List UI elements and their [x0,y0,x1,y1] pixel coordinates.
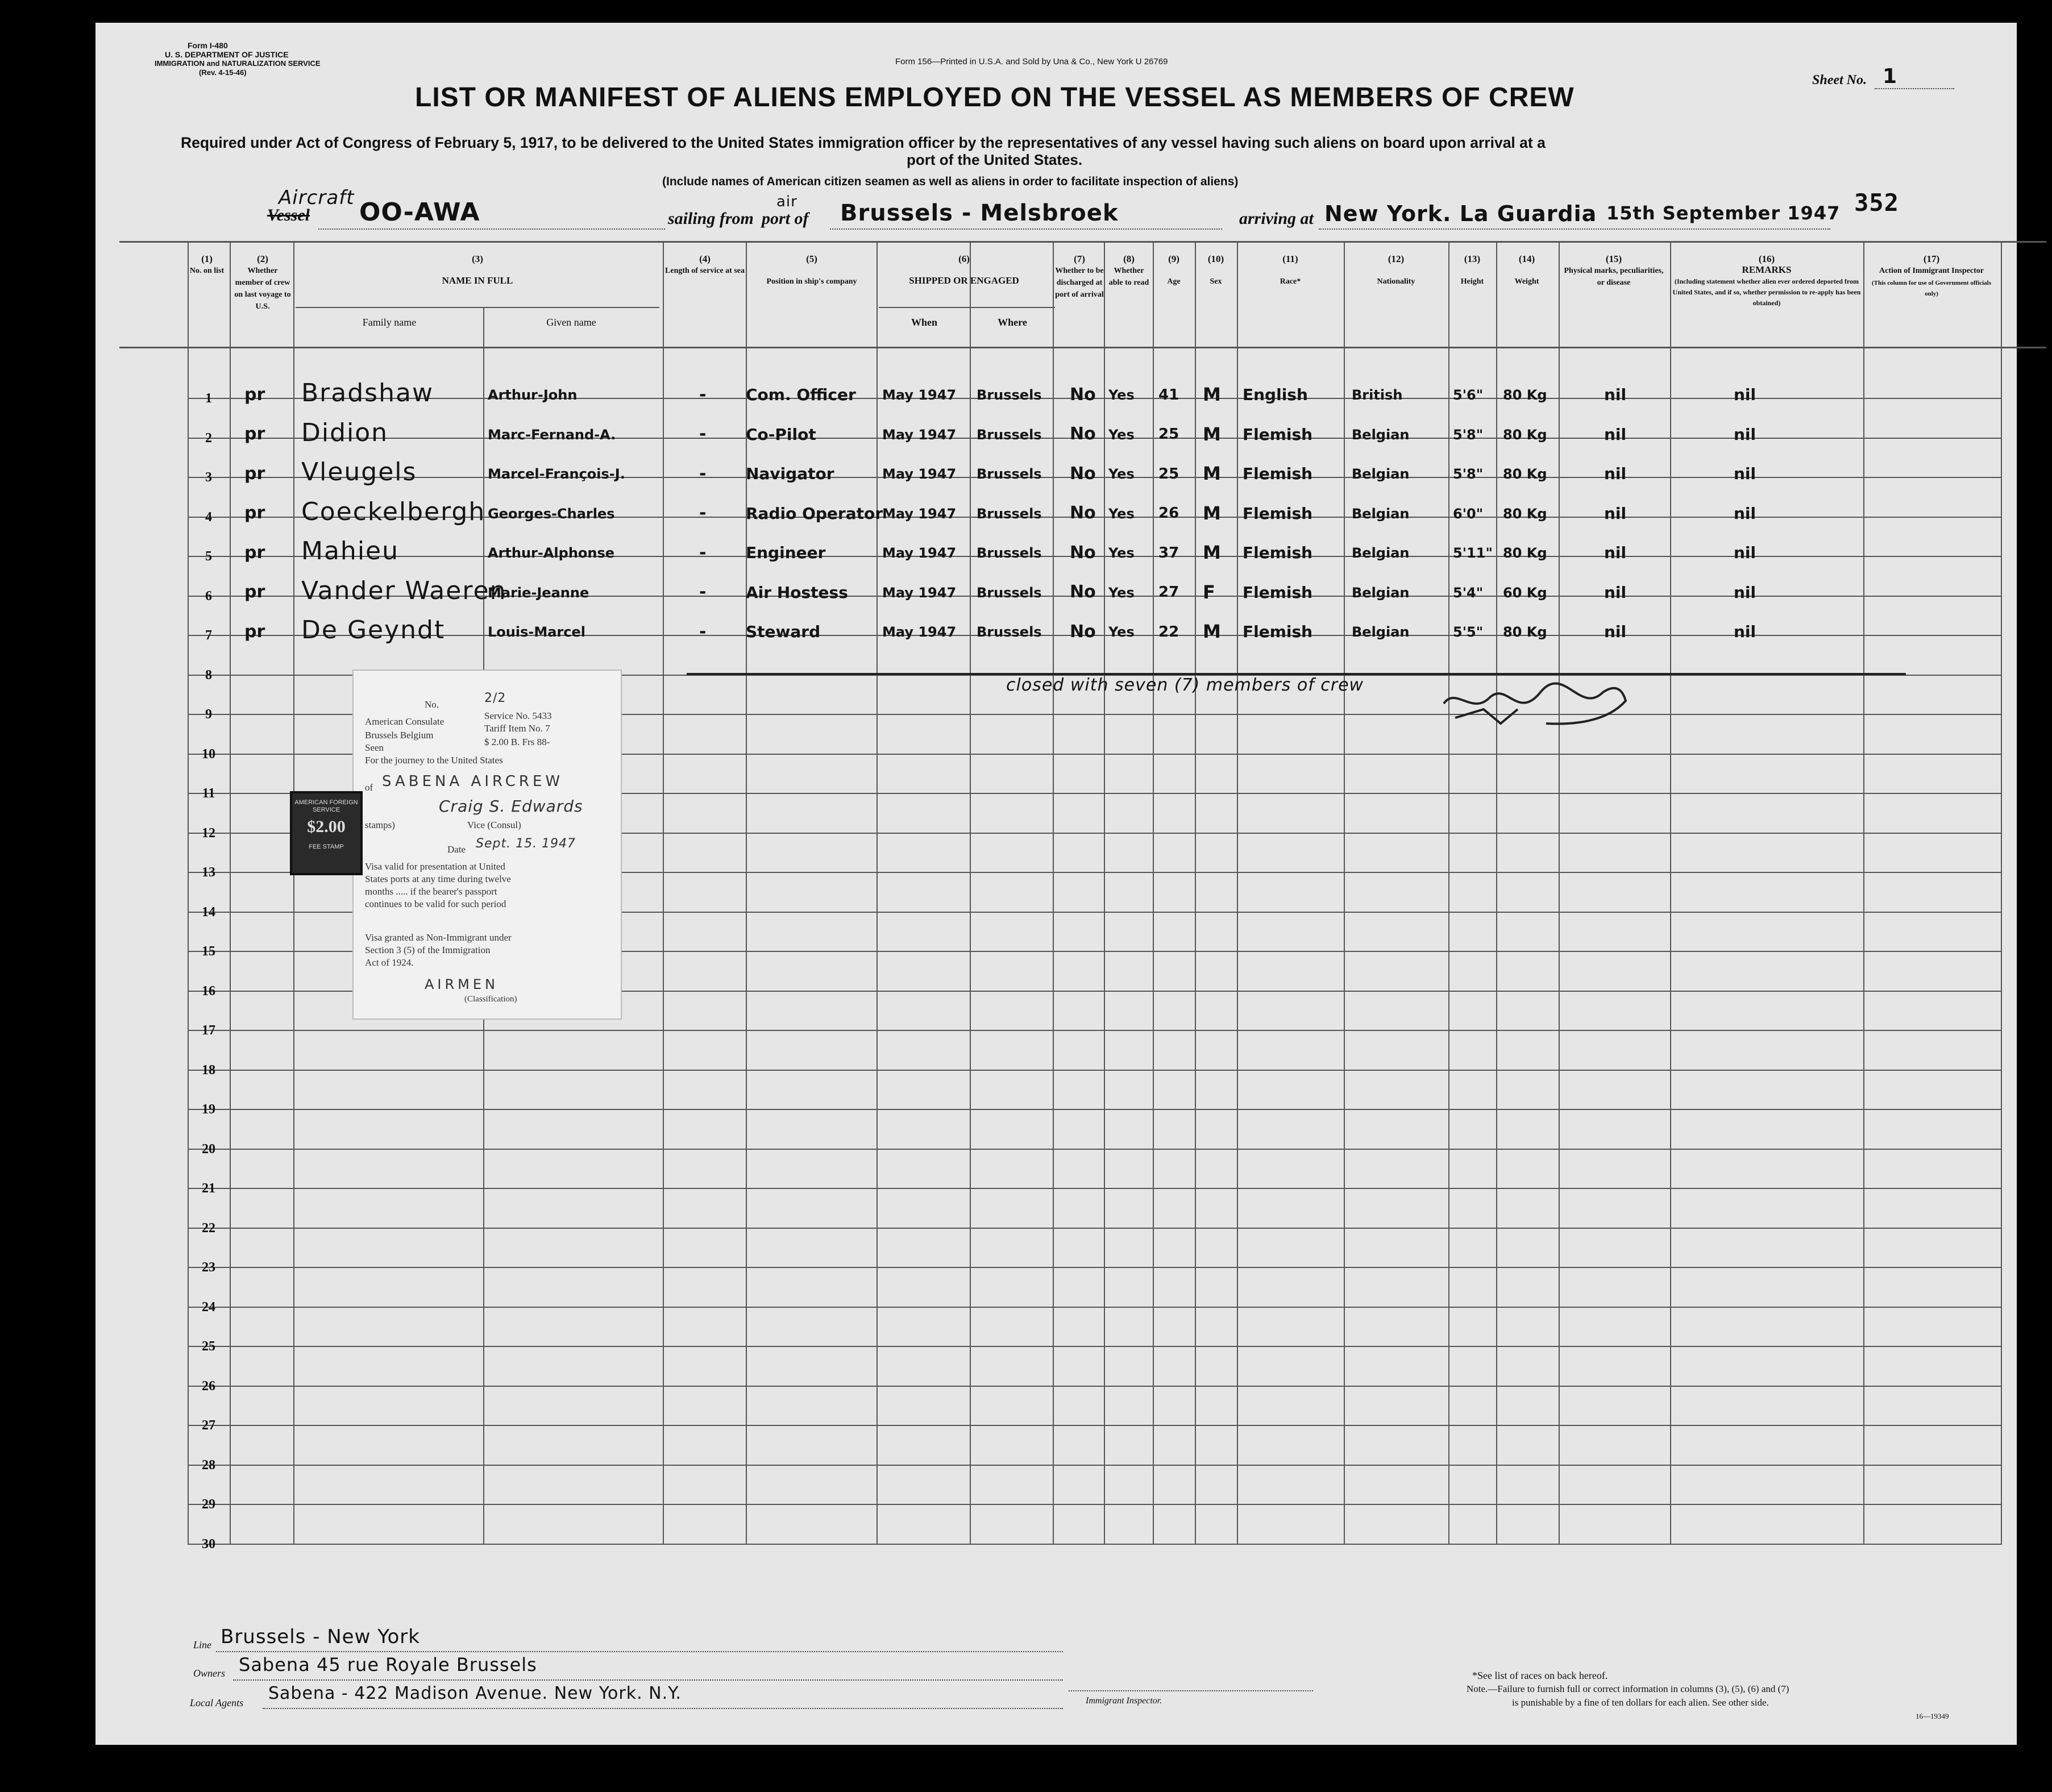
column-header-9: (9) Age [1167,253,1181,286]
crew-age: 41 [1158,386,1179,404]
vessel-label: Vessel [267,206,310,224]
crew-given-name: Marc-Fernand-A. [488,426,616,443]
visa-classification-value: AIRMEN [425,976,499,992]
owners-label: Owners [193,1668,226,1679]
visa-no-value: 2/2 [484,691,506,705]
stamp-number: 352 [1854,189,1899,217]
crew-member-voyage: pr [244,503,265,523]
visa-service-no: Service No. 5433 [484,710,552,721]
crew-age: 37 [1158,544,1179,562]
form-code: 16—19349 [1916,1712,1949,1720]
row-number: 27 [202,1418,215,1433]
crew-discharged: No [1070,424,1096,444]
line-label: Line [193,1639,212,1650]
crew-height: 5'11" [1453,545,1493,562]
visa-validity-3: months ..... if the bearer's passport [365,886,497,897]
fee-stamp-top: AMERICAN FOREIGN SERVICE [294,799,358,813]
column-rule [1153,241,1154,1545]
crew-height: 5'6" [1453,387,1484,404]
sailing-underline [830,228,1222,230]
crew-physical-marks: nil [1604,425,1627,444]
crew-shipped-where: Brussels [977,584,1042,601]
crew-age: 25 [1158,426,1179,443]
crew-given-name: Arthur-John [488,387,578,404]
crew-shipped-when: May 1947 [882,505,957,522]
family-name-subheader: Family name [362,317,417,328]
given-name-subheader: Given name [546,317,596,328]
crew-given-name: Arthur-Alphonse [488,545,615,562]
consul-title: Vice (Consul) [467,820,521,830]
crew-nationality: Belgian [1352,545,1410,562]
department-name: U. S. DEPARTMENT OF JUSTICE [165,50,289,59]
agents-underline [263,1708,1063,1709]
crew-race: English [1243,385,1308,405]
crew-physical-marks: nil [1604,543,1627,563]
visa-seen: Seen [365,742,384,753]
row-rule [188,1149,2001,1150]
crew-height: 5'5" [1453,624,1484,641]
row-number: 22 [202,1220,215,1236]
crew-sex: M [1203,384,1221,406]
agents-value: Sabena - 422 Madison Avenue. New York. N.Y. [268,1683,682,1703]
service-name: IMMIGRATION and NATURALIZATION SERVICE [155,59,321,68]
crew-sex: M [1203,502,1221,524]
crew-weight: 80 Kg [1503,387,1547,404]
crew-able-to-read: Yes [1108,584,1135,601]
name-subheader-rule [296,307,659,308]
crew-race: Flemish [1243,504,1313,523]
column-rule [663,241,664,1545]
crew-height: 5'8" [1453,426,1484,443]
printer-note: Form 156—Printed in U.S.A. and Sold by Una & Co., New York U 26769 [895,57,1168,66]
visa-consulate: American Consulate [365,716,445,727]
crew-family-name: Coeckelbergh [301,497,486,526]
row-rule [188,1307,2001,1308]
row-number: 3 [205,470,212,485]
crew-length-of-service: - [699,424,707,444]
crew-weight: 80 Kg [1503,545,1547,562]
row-number: 11 [202,786,215,801]
shipped-subheader-rule [879,307,1055,308]
crew-age: 27 [1158,584,1179,601]
crew-position: Steward [746,622,821,642]
column-rule [1863,241,1864,1545]
arriving-underline [1319,228,1830,230]
closing-note: closed with seven (7) members of crew [1006,675,1364,695]
penalty-note-2: is punishable by a fine of ten dollars for each alien. See other side. [1512,1697,1769,1708]
line-underline [216,1651,1063,1652]
column-header-17: (17) Action of Immigrant Inspector (This column for use of Government officials only) [1871,253,1991,297]
row-number: 4 [205,509,212,525]
row-number: 25 [202,1339,215,1354]
row-number: 13 [202,865,215,880]
visa-of-value: SABENA AIRCREW [382,773,564,790]
crew-given-name: Marcel-François-J. [488,466,625,483]
row-rule [188,1228,2001,1229]
owners-value: Sabena 45 rue Royale Brussels [239,1654,537,1675]
column-header-13: (13) Height [1460,253,1484,286]
visa-date-label: Date [447,844,466,855]
consular-visa-stamp [352,670,622,1020]
crew-member-voyage: pr [244,463,265,484]
crew-shipped-when: May 1947 [882,387,957,404]
visa-journey: For the journey to the United States [365,755,503,766]
agents-label: Local Agents [190,1697,244,1708]
crew-length-of-service: - [699,582,707,602]
row-rule [188,1544,2001,1545]
row-number: 29 [202,1497,215,1512]
visa-granted-2: Section 3 (5) of the Immigration [365,945,491,955]
row-number: 10 [202,746,215,762]
crew-shipped-where: Brussels [977,426,1042,443]
crew-able-to-read: Yes [1108,466,1135,483]
row-number: 30 [202,1536,215,1552]
crew-family-name: Vander Waeren [301,576,507,605]
column-header-6: (6) SHIPPED OR ENGAGED [909,253,1019,286]
column-header-2: (2) Whether member of crew on last voyage to U.S. [234,253,291,311]
crew-nationality: Belgian [1352,426,1410,443]
crew-family-name: Vleugels [301,458,417,487]
row-number: 8 [205,667,212,683]
crew-physical-marks: nil [1604,464,1627,484]
row-number: 18 [202,1062,215,1078]
inspector-label: Immigrant Inspector. [1086,1696,1162,1706]
crew-nationality: British [1352,387,1403,404]
crew-age: 26 [1158,505,1179,522]
row-number: 7 [205,628,212,643]
visa-date-value: Sept. 15. 1947 [476,837,576,851]
crew-race: Flemish [1243,622,1313,642]
crew-shipped-where: Brussels [977,505,1042,522]
row-rule [188,1070,2001,1071]
fee-stamp-value: $2.00 [307,817,346,836]
table-top-border [119,241,2046,243]
crew-nationality: Belgian [1352,624,1410,641]
crew-physical-marks: nil [1604,385,1627,405]
crew-weight: 80 Kg [1503,426,1547,443]
column-rule [1448,241,1449,1545]
header-bottom-border [119,347,2046,348]
crew-shipped-where: Brussels [977,466,1042,483]
column-header-12: (12) Nationality [1377,253,1415,286]
arrival-date-value: 15th September 1947 [1606,202,1841,224]
crew-member-voyage: pr [244,621,265,642]
crew-position: Navigator [746,464,834,484]
sheet-number-line [1875,88,1954,89]
stamps-label: stamps) [365,820,395,830]
row-number: 12 [202,825,215,841]
visa-granted-3: Act of 1924. [365,957,414,968]
row-number: 6 [205,588,212,604]
column-header-11: (11) Race* [1280,253,1301,286]
visa-tariff: Tariff Item No. 7 [484,723,550,734]
crew-remarks: nil [1734,583,1756,602]
crew-family-name: Bradshaw [301,379,434,408]
form-revision: (Rev. 4-15-46) [199,68,247,77]
crew-remarks: nil [1734,622,1756,642]
closing-line [687,673,1906,675]
row-number: 24 [202,1299,215,1315]
row-rule [188,1465,2001,1466]
crew-shipped-where: Brussels [977,624,1042,641]
vessel-underline [318,228,665,230]
crew-discharged: No [1070,463,1096,484]
column-header-5: (5) Position in ship's company [766,253,857,286]
column-header-1: (1) No. on list [189,253,225,275]
crew-member-voyage: pr [244,582,265,602]
crew-age: 22 [1158,623,1179,641]
visa-validity-4: continues to be valid for such period [365,899,506,909]
row-number: 20 [202,1141,215,1157]
crew-position: Engineer [746,543,826,563]
column-header-8: (8) Whether able to read [1108,253,1149,287]
crew-nationality: Belgian [1352,584,1410,601]
crew-race: Flemish [1243,543,1313,563]
crew-shipped-where: Brussels [977,387,1042,404]
row-number: 26 [202,1378,215,1394]
crew-discharged: No [1070,582,1096,602]
sailing-port-value: Brussels - Melsbroek [840,200,1119,226]
arriving-port-value: New York. La Guardia [1324,201,1597,226]
crew-nationality: Belgian [1352,505,1410,522]
row-number: 16 [202,983,215,999]
crew-remarks: nil [1734,385,1756,405]
crew-race: Flemish [1243,464,1313,484]
column-rule [1195,241,1196,1545]
row-number: 14 [202,904,215,920]
crew-discharged: No [1070,503,1096,523]
row-number: 28 [202,1457,215,1473]
vessel-value: OO-AWA [359,198,480,227]
crew-remarks: nil [1734,425,1756,444]
fee-stamp [290,791,363,875]
crew-sex: M [1203,621,1221,643]
row-rule [188,1188,2001,1189]
row-number: 2 [205,430,212,446]
crew-height: 5'4" [1453,584,1484,601]
where-subheader: Where [998,317,1027,328]
visa-city: Brussels Belgium [365,730,434,741]
visa-validity-1: Visa valid for presentation at United [365,861,505,872]
crew-shipped-where: Brussels [977,545,1042,562]
row-rule [188,1504,2001,1505]
crew-able-to-read: Yes [1108,545,1135,562]
row-number: 15 [202,944,215,959]
consul-signature: Craig S. Edwards [439,797,583,816]
when-subheader: When [911,317,937,328]
column-header-10: (10) Sex [1207,253,1224,286]
crew-discharged: No [1070,384,1096,405]
crew-position: Air Hostess [746,583,848,602]
row-number: 23 [202,1260,215,1275]
row-number: 1 [205,391,212,406]
crew-sex: M [1203,542,1221,564]
port-of-label: port of [762,209,809,228]
column-rule [1670,241,1671,1545]
crew-weight: 80 Kg [1503,466,1547,483]
crew-shipped-when: May 1947 [882,426,957,443]
crew-shipped-when: May 1947 [882,584,957,601]
column-rule [2001,241,2002,1545]
crew-able-to-read: Yes [1108,624,1135,641]
crew-position: Com. Officer [746,385,856,405]
visa-fee: $ 2.00 B. Frs 88- [484,737,550,747]
crew-age: 25 [1158,465,1179,483]
arriving-label: arriving at [1239,209,1314,228]
visa-validity-2: States ports at any time during twelve [365,874,511,884]
crew-shipped-when: May 1947 [882,624,957,641]
crew-length-of-service: - [699,621,707,642]
column-header-16: (16) REMARKS (Including statement whether alien ever ordered deported from United States, and if so, whether permission to re-apply has been obtained) [1672,253,1861,307]
crew-remarks: nil [1734,543,1756,563]
column-rule [1237,241,1238,1545]
form-subtitle-3: (Include names of American citizen seamen as well as aliens in order to facilitate inspection of aliens) [662,175,1239,188]
form-subtitle-2: port of the United States. [907,151,1083,168]
column-header-14: (14) Weight [1514,253,1539,286]
sheet-number-label: Sheet No. [1812,73,1867,88]
owners-underline [233,1679,1063,1681]
sailing-correction: air [776,193,797,210]
form-number: Form I-480 [188,41,228,50]
column-rule [970,241,971,1545]
row-rule [188,1109,2001,1110]
crew-race: Flemish [1243,425,1313,444]
crew-member-voyage: pr [244,542,265,563]
crew-length-of-service: - [699,384,707,405]
penalty-note-1: Note.—Failure to furnish full or correct information in columns (3), (5), (6) and (7) [1467,1683,1789,1694]
row-number: 19 [202,1102,215,1117]
crew-discharged: No [1070,621,1096,642]
crew-physical-marks: nil [1604,622,1627,642]
column-header-15: (15) Physical marks, peculiarities, or disease [1564,253,1664,287]
crew-physical-marks: nil [1604,583,1627,602]
column-rule [188,241,189,1545]
visa-granted-1: Visa granted as Non-Immigrant under [365,932,512,943]
row-number: 17 [202,1023,215,1038]
crew-sex: M [1203,463,1221,485]
crew-family-name: Mahieu [301,537,399,566]
crew-position: Co-Pilot [746,425,816,444]
column-header-4: (4) Length of service at sea [665,253,745,275]
crew-length-of-service: - [699,542,707,563]
row-number: 21 [202,1181,215,1196]
crew-able-to-read: Yes [1108,505,1135,522]
crew-sex: F [1203,581,1215,603]
crew-remarks: nil [1734,504,1756,523]
form-title: LIST OR MANIFEST OF ALIENS EMPLOYED ON THE VESSEL AS MEMBERS OF CREW [415,82,1575,113]
column-rule [877,241,878,1545]
column-rule [293,241,294,1545]
inspector-line [1069,1690,1313,1691]
vessel-correction: Aircraft [279,186,355,209]
crew-able-to-read: Yes [1108,387,1135,404]
crew-position: Radio Operator [746,504,883,523]
crew-height: 5'8" [1453,466,1484,483]
row-rule [188,1346,2001,1347]
crew-physical-marks: nil [1604,504,1627,523]
crew-member-voyage: pr [244,424,265,444]
crew-family-name: Didion [301,418,389,447]
crew-able-to-read: Yes [1108,426,1135,443]
column-header-7: (7) Whether to be discharged at port of arrival [1055,253,1104,299]
crew-given-name: Marie-Jeanne [488,584,589,601]
row-number: 9 [205,707,212,722]
line-value: Brussels - New York [221,1625,420,1648]
row-number: 5 [205,549,212,564]
visa-no-label: No. [425,699,439,710]
row-rule [188,1267,2001,1268]
column-rule [1559,241,1560,1545]
crew-nationality: Belgian [1352,466,1410,483]
crew-race: Flemish [1243,583,1313,602]
race-note: *See list of races on back hereof. [1472,1670,1608,1681]
fee-stamp-bottom: FEE STAMP [309,843,344,850]
crew-member-voyage: pr [244,384,265,405]
sheet-number-value: 1 [1883,65,1898,88]
crew-length-of-service: - [699,503,707,523]
column-rule [1053,241,1054,1545]
crew-weight: 80 Kg [1503,505,1547,522]
crew-given-name: Georges-Charles [488,505,615,522]
visa-of-label: of [365,782,373,793]
visa-classification-label: (Classification) [464,995,517,1004]
crew-shipped-when: May 1947 [882,466,957,483]
crew-given-name: Louis-Marcel [488,624,585,641]
row-rule [188,1030,2001,1031]
crew-weight: 80 Kg [1503,624,1547,641]
column-rule [1344,241,1345,1545]
column-header-3: (3) NAME IN FULL [442,253,513,286]
column-rule [1496,241,1497,1545]
form-subtitle: Required under Act of Congress of February 5, 1917, to be delivered to the United States immigration officer by the representatives of any vessel having such aliens on board upon arrival at a [181,134,1546,151]
sailing-label: sailing from [668,209,754,228]
crew-discharged: No [1070,542,1096,563]
crew-remarks: nil [1734,464,1756,484]
row-rule [188,1425,2001,1426]
inspector-initials-mark [1432,670,1637,732]
crew-height: 6'0" [1453,505,1484,522]
crew-sex: M [1203,423,1221,445]
crew-length-of-service: - [699,463,707,484]
crew-weight: 60 Kg [1503,584,1547,601]
crew-family-name: De Geyndt [301,616,446,645]
column-rule [230,241,231,1545]
column-rule [1104,241,1105,1545]
crew-shipped-when: May 1947 [882,545,957,562]
row-rule [188,1386,2001,1387]
